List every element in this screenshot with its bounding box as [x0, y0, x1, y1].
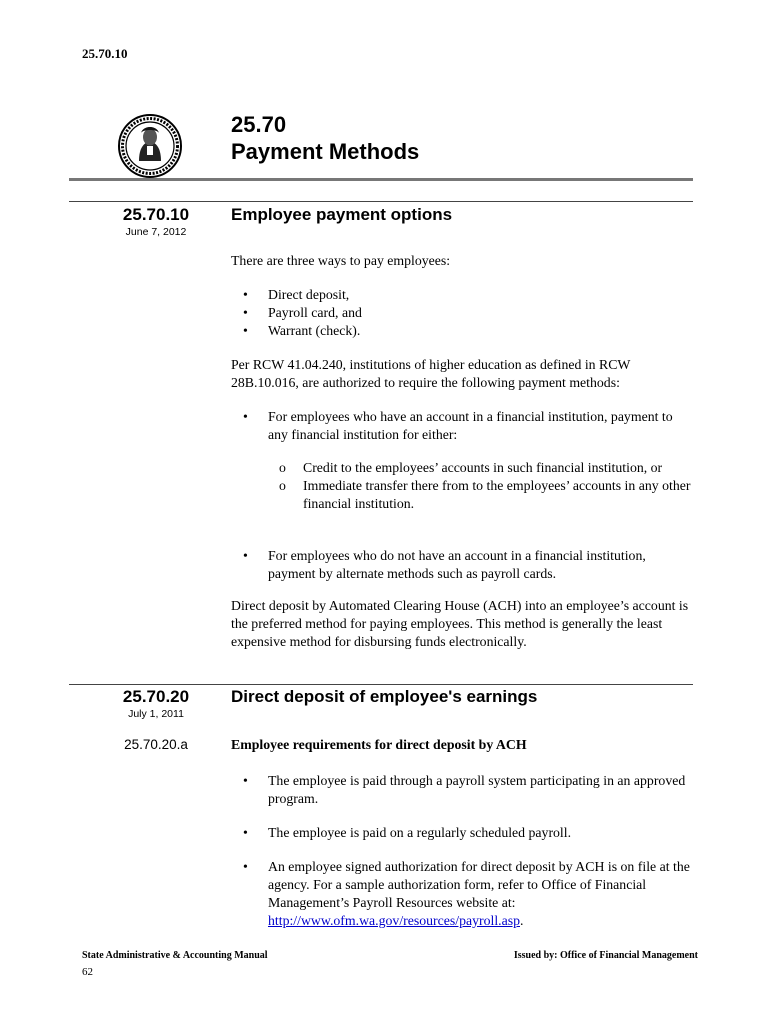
intro-paragraph: There are three ways to pay employees:: [231, 253, 451, 268]
section-number: 25.70.20: [122, 687, 190, 706]
list-item: o Credit to the employees’ accounts in such financial institution, or: [279, 460, 663, 475]
chapter-divider: [69, 178, 693, 181]
footer-manual-title: State Administrative & Accounting Manual: [82, 950, 268, 961]
section-divider: [69, 684, 693, 685]
bullet-icon: •: [243, 287, 248, 302]
page-number: 62: [82, 966, 93, 978]
section-title: Direct deposit of employee's earnings: [231, 687, 538, 706]
list-item: • The employee is paid through a payroll system participating in an approved program.: [243, 773, 686, 806]
sub-options-list: [231, 459, 691, 513]
section-date: July 1, 2011: [128, 708, 184, 720]
list-item: • For employees who have an account in a financial institution, payment to any financial institution for either:: [243, 409, 673, 442]
bullet-icon: •: [243, 409, 248, 424]
section-number: 25.70.10: [122, 205, 190, 224]
requirements-list-2: [231, 824, 691, 842]
list-item: • An employee signed authorization for direct deposit by ACH is on file at the agency. For a sample authorization form, refer to Office of Financial Management’s Payroll Resources website at: http://www.ofm.wa.gov/resources/payroll.asp.: [243, 859, 690, 928]
bullet-icon: •: [243, 773, 248, 788]
payment-options-list: [231, 286, 691, 340]
bullet-icon: •: [243, 825, 248, 840]
circle-bullet-icon: o: [279, 460, 286, 475]
section-title: Employee payment options: [231, 205, 453, 224]
section-divider: [69, 201, 693, 202]
chapter-number: 25.70: [231, 112, 287, 137]
bullet-icon: •: [243, 305, 248, 320]
list-item: • Direct deposit,: [243, 287, 350, 302]
list-item: o Immediate transfer there from to the employees’ accounts in any other financial institution.: [279, 478, 691, 511]
payroll-resources-link[interactable]: http://www.ofm.wa.gov/resources/payroll.asp: [268, 913, 520, 928]
bullet-icon: •: [243, 859, 248, 874]
list-item: • Payroll card, and: [243, 305, 362, 320]
bullet-icon: •: [243, 548, 248, 563]
rcw-paragraph: Per RCW 41.04.240, institutions of higher education as defined in RCW 28B.10.016, are authorized to require the following payment methods:: [231, 357, 631, 390]
list-item: • Warrant (check).: [243, 323, 361, 338]
state-seal-icon: [117, 113, 183, 179]
requirements-list-3: [231, 858, 691, 930]
bullet-icon: •: [243, 323, 248, 338]
subsection-title: Employee requirements for direct deposit by ACH: [231, 737, 527, 752]
requirements-list-1: [231, 772, 691, 808]
page-id: 25.70.10: [82, 46, 128, 61]
chapter-title: Payment Methods: [231, 139, 420, 164]
circle-bullet-icon: o: [279, 478, 286, 493]
footer-issuer: Issued by: Office of Financial Management: [513, 950, 698, 961]
method-list-2: [231, 547, 691, 583]
section-date: June 7, 2012: [125, 226, 187, 238]
list-item: • For employees who do not have an account in a financial institution, payment by alternate methods such as payroll cards.: [243, 548, 646, 581]
ach-paragraph: Direct deposit by Automated Clearing House (ACH) into an employee’s account is the preferred method for paying employees. This method is generally the least expensive method for disbursing funds electronically.: [231, 598, 689, 649]
list-item: • The employee is paid on a regularly scheduled payroll.: [243, 825, 572, 840]
subsection-number: 25.70.20.a: [124, 737, 188, 752]
method-list-1: [231, 408, 691, 444]
